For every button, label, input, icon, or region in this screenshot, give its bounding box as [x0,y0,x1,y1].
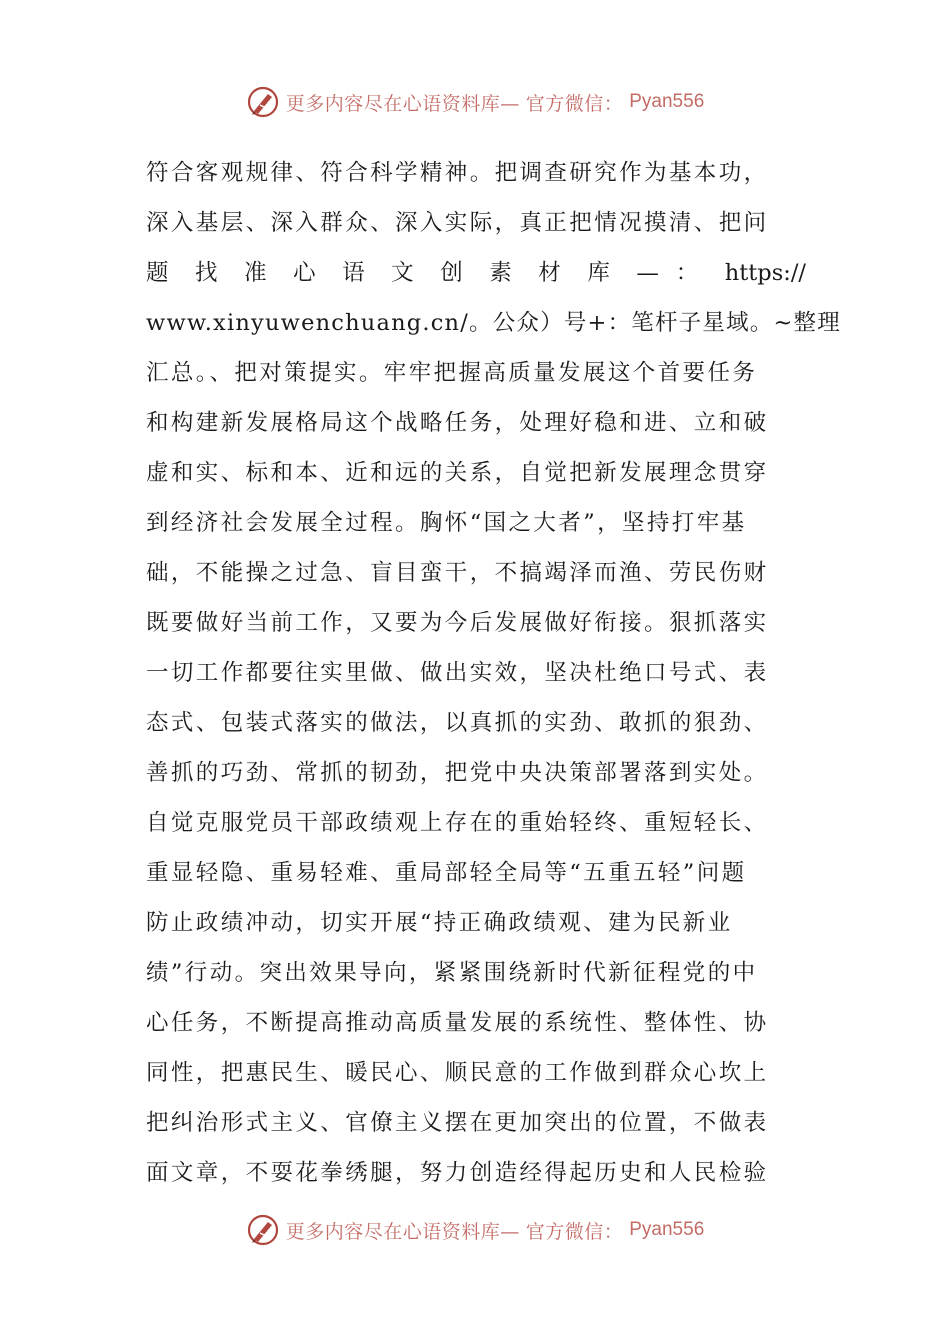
pen-logo-icon [246,1213,280,1247]
body-line-4: www.xinyuwenchuang.cn/。公众）号+：笔杆子星域。~整理 [146,310,841,336]
footer-site-text: 更多内容尽在心语资料库— [285,1220,520,1243]
footer-banner-content [246,1213,705,1247]
body-line-7: 虚和实、标和本、近和远的关系，自觉把新发展理念贯穿 [146,460,769,486]
body-line-14: 自觉克服党员干部政绩观上存在的重始轻终、重短轻长、 [146,810,769,836]
header-wechat-label: 官方微信： [525,92,624,115]
header-wechat-id: Pyan556 [629,91,705,112]
body-line-18: 心任务，不断提高推动高质量发展的系统性、整体性、协 [146,1010,769,1036]
body-line-2: 深入基层、深入群众、深入实际，真正把情况摸清、把问 [146,210,769,236]
body-line-1: 符合客观规律、符合科学精神。把调查研究作为基本功， [146,160,769,186]
footer-banner [0,1208,950,1252]
header-banner-content [246,85,705,119]
body-line-16: 防止政绩冲动，切实开展“持正确政绩观、建为民新业 [146,910,733,936]
document-body [146,148,841,1198]
body-line-15: 重显轻隐、重易轻难、重局部轻全局等“五重五轻”问题 [146,860,747,886]
body-line-17: 绩”行动。突出效果导向，紧紧围绕新时代新征程党的中 [146,960,758,986]
body-line-11: 一切工作都要往实里做、做出实效，坚决杜绝口号式、表 [146,660,769,686]
footer-wechat-label: 官方微信： [525,1220,624,1243]
body-line-21: 面文章，不耍花拳绣腿，努力创造经得起历史和人民检验 [146,1160,769,1186]
body-line-10: 既要做好当前工作，又要为今后发展做好衔接。狠抓落实 [146,610,769,636]
header-site-text: 更多内容尽在心语资料库— [285,92,520,115]
body-line-3: 题 找 准 心 语 文 创 素 材 库 — ： https:// [146,260,806,286]
footer-wechat-id: Pyan556 [629,1219,705,1240]
body-line-5: 汇总。、把对策提实。牢牢把握高质量发展这个首要任务 [146,360,758,386]
body-line-6: 和构建新发展格局这个战略任务，处理好稳和进、立和破 [146,410,769,436]
body-line-12: 态式、包装式落实的做法，以真抓的实劲、敢抓的狠劲、 [146,710,769,736]
pen-logo-icon [246,85,280,119]
body-line-9: 础，不能操之过急、盲目蛮干，不搞竭泽而渔、劳民伤财 [146,560,769,586]
body-line-13: 善抓的巧劲、常抓的韧劲，把党中央决策部署落到实处。 [146,760,769,786]
body-line-19: 同性，把惠民生、暖民心、顺民意的工作做到群众心坎上 [146,1060,769,1086]
header-banner [0,80,950,124]
body-line-8: 到经济社会发展全过程。胸怀“国之大者”，坚持打牢基 [146,510,747,536]
body-line-20: 把纠治形式主义、官僚主义摆在更加突出的位置，不做表 [146,1110,769,1136]
